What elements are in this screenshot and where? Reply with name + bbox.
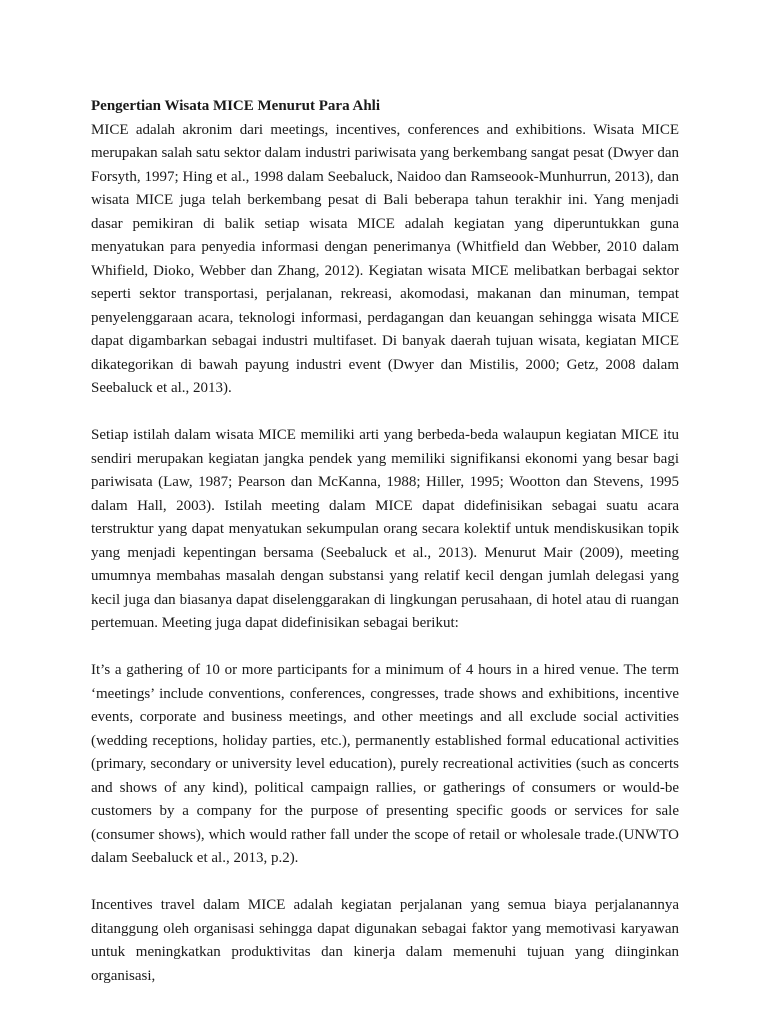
- document-title: Pengertian Wisata MICE Menurut Para Ahli: [91, 98, 381, 114]
- paragraph-unwto-quote: It’s a gathering of 10 or more participants for a minimum of 4 hours in a hired venue. The term ‘meetings’ include conventions, conferences, congresses, trade shows and exhibitions, incentive events, corporate and business meetings, and other meetings and all exclude social activities (wedding receptions, holiday parties, etc.), permanently established formal educational activities (primary, secondary or university level education), purely recreational activities (such as concerts and shows of any kind), political campaign rallies, or gatherings of consumers or would-be customers by a company for the purpose of presenting specific goods or services for sale (consumer shows), which would rather fall under the scope of retail or wholesale trade.(UNWTO dalam Seebaluck et al., 2013, p.2).: [91, 662, 679, 866]
- paragraph-mice-terms: Setiap istilah dalam wisata MICE memiliki arti yang berbeda-beda walaupun kegiatan MICE itu sendiri merupakan kegiatan jangka pendek yang memiliki signifikansi ekonomi yang besar bagi pariwisata (Law, 1987; Pearson dan McKanna, 1988; Hiller, 1995; Wootton dan Stevens, 1995 dalam Hall, 2003). Istilah meeting dalam MICE dapat didefinisikan sebagai suatu acara terstruktur yang dapat menyatukan sekumpulan orang secara kolektif untuk mendiskusikan topik yang menjadi kepentingan bersama (Seebaluck et al., 2013). Menurut Mair (2009), meeting umumnya membahas masalah dengan substansi yang relatif kecil dengan jumlah delegasi yang kecil juga dan biasanya dapat diselenggarakan di lingkungan perusahaan, di hotel atau di ruangan pertemuan. Meeting juga dapat didefinisikan sebagai berikut:: [91, 427, 679, 631]
- paragraph-mice-definition: MICE adalah akronim dari meetings, incentives, conferences and exhibitions. Wisata MICE merupakan salah satu sektor dalam industri pariwisata yang berkembang sangat pesat (Dwyer dan Forsyth, 1997; Hing et al., 1998 dalam Seebaluck, Naidoo dan Ramseook-Munhurrun, 2013), dan wisata MICE juga telah berkembang pesat di Bali beberapa tahun terakhir ini. Yang menjadi dasar pemikiran di balik setiap wisata MICE adalah kegiatan yang diperuntukkan guna menyatukan para penyedia informasi dengan penerimanya (Whitfield dan Webber, 2010 dalam Whifield, Dioko, Webber dan Zhang, 2012). Kegiatan wisata MICE melibatkan berbagai sektor seperti sektor transportasi, perjalanan, rekreasi, akomodasi, makanan dan minuman, tempat penyelenggaraan acara, teknologi informasi, perdagangan dan keuangan sehingga wisata MICE dapat digambarkan sebagai industri multifaset. Di banyak daerah tujuan wisata, kegiatan MICE dikategorikan di bawah payung industri event (Dwyer dan Mistilis, 2000; Getz, 2008 dalam Seebaluck et al., 2013).: [91, 121, 679, 396]
- document-page: [91, 95, 679, 988]
- paragraph-incentives: Incentives travel dalam MICE adalah kegiatan perjalanan yang semua biaya perjalanannya ditanggung oleh organisasi sehingga dapat digunakan sebagai faktor yang memotivasi karyawan untuk meningkatkan produktivitas dan kinerja dalam memenuhi tujuan yang diinginkan organisasi,: [91, 897, 679, 984]
